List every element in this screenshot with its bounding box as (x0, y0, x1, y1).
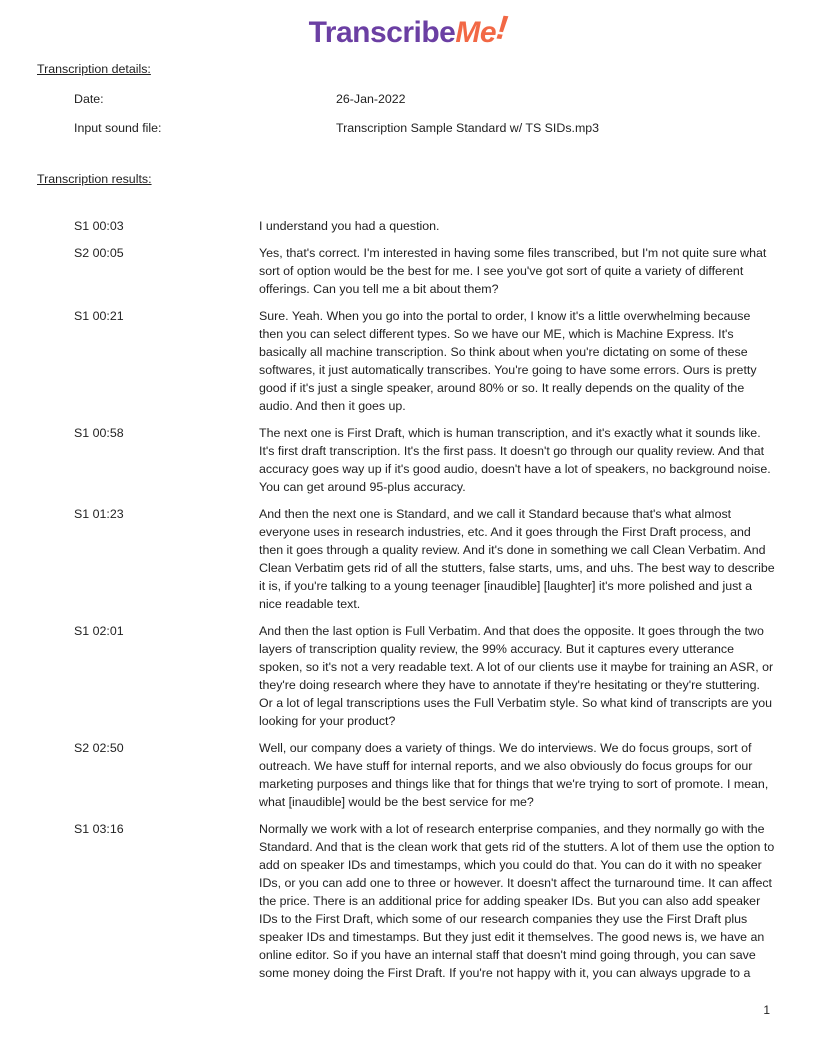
logo-transcribe-text: Transcribe (308, 16, 456, 49)
transcript-entry (74, 307, 816, 415)
utterance-text: Yes, that's correct. I'm interested in having some files transcribed, but I'm not quite sure what sort of option would be the best for me. I see you've got sort of quite a variety of different offerings. Can you tell me a bit about them? (259, 246, 767, 296)
transcript-entry (74, 622, 816, 730)
speaker-timestamp: S1 00:03 (74, 219, 124, 233)
utterance-text: Normally we work with a lot of research enterprise companies, and they normally go with the Standard. And that is the clean work that gets rid of the stutters. A lot of them use the option to add on speaker IDs and timestamps, which you could do that. You can do it with no speaker IDs, or you can add one to three or however. It doesn't affect the turnaround time. It can affect the price. There is an additional price for adding speaker IDs. But you can also add speaker IDs to the First Draft, which some of our research companies they use the First Draft plus speaker IDs and timestamps. But they just edit it themselves. The good news is, we have an online editor. So if you have an internal staff that doesn't mind going through, you can save some money doing the First Draft. If you're not happy with it, you can always upgrade to a (259, 822, 775, 980)
utterance-text: I understand you had a question. (259, 219, 440, 233)
utterance-text: And then the next one is Standard, and we call it Standard because that's what almost everyone uses in research industries, etc. And it goes through the First Draft process, and then it goes through a quality review. And it's done in something we call Clean Verbatim. And Clean Verbatim gets rid of all the stutters, false starts, ums, and uhs. The best way to describe it is, if you're talking to a young teenager [inaudible] [laughter] it's more polished and just a nice readable text. (259, 507, 775, 611)
transcript-entry (74, 424, 816, 496)
utterance-text: Sure. Yeah. When you go into the portal to order, I know it's a little overwhelming because then you can select different types. So we have our ME, which is Machine Express. It's basically all machine transcription. So think about when you're dictating on some of these softwares, it just automatically transcribes. You're going to have some errors. Ours is pretty good if it's just a single speaker, around 80% or so. It really depends on the quality of the audio. And then it goes up. (259, 309, 757, 413)
speaker-timestamp: S2 00:05 (74, 246, 124, 260)
speaker-timestamp: S1 00:21 (74, 309, 124, 323)
transcribeme-logo (0, 0, 816, 56)
logo-exclamation: ! (494, 8, 510, 48)
transcript-entry (74, 244, 816, 298)
utterance-text: And then the last option is Full Verbatim. And that does the opposite. It goes through the two layers of transcription quality review, the 99% accuracy. But it captures every utterance spoken, so it's not a very readable text. A lot of our clients use it maybe for training an ASR, or they're doing research where they have to annotate if they're hesitating or they're stuttering. Or a lot of legal transcriptions uses the Full Verbatim style. So what kind of transcripts are you looking for your product? (259, 624, 774, 728)
logo-me-text: Me (455, 16, 497, 49)
transcription-details-heading: Transcription details: (37, 62, 151, 76)
utterance-text: The next one is First Draft, which is human transcription, and it's exactly what it sounds like. It's first draft transcription. It's the first pass. It doesn't go through our quality review. And that accuracy goes way up if it's good audio, doesn't have a lot of speakers, no background noise. You can get around 95-plus accuracy. (259, 426, 771, 494)
transcript-entry (74, 739, 816, 811)
date-label: Date: (74, 92, 104, 106)
speaker-timestamp: S2 02:50 (74, 741, 124, 755)
speaker-timestamp: S1 00:58 (74, 426, 124, 440)
transcript-entry (74, 505, 816, 613)
speaker-timestamp: S1 01:23 (74, 507, 124, 521)
speaker-timestamp: S1 03:16 (74, 822, 124, 836)
date-value: 26-Jan-2022 (336, 92, 406, 106)
transcript-entry (74, 217, 816, 235)
page-number: 1 (763, 1003, 770, 1017)
transcription-results-heading: Transcription results: (37, 172, 152, 186)
input-file-label: Input sound file: (74, 121, 162, 135)
transcript-entry (74, 820, 816, 982)
transcript-entries (0, 217, 816, 982)
utterance-text: Well, our company does a variety of things. We do interviews. We do focus groups, sort of outreach. We have stuff for internal reports, and we also obviously do focus groups for our marketing purposes and things like that for things that we're trying to sort of promote. I mean, what [inaudible] would be the best service for me? (259, 741, 769, 809)
input-file-value: Transcription Sample Standard w/ TS SIDs.mp3 (336, 121, 600, 135)
speaker-timestamp: S1 02:01 (74, 624, 124, 638)
detail-row-date (74, 90, 816, 108)
detail-row-input-file (74, 119, 816, 137)
details-rows (0, 90, 816, 137)
